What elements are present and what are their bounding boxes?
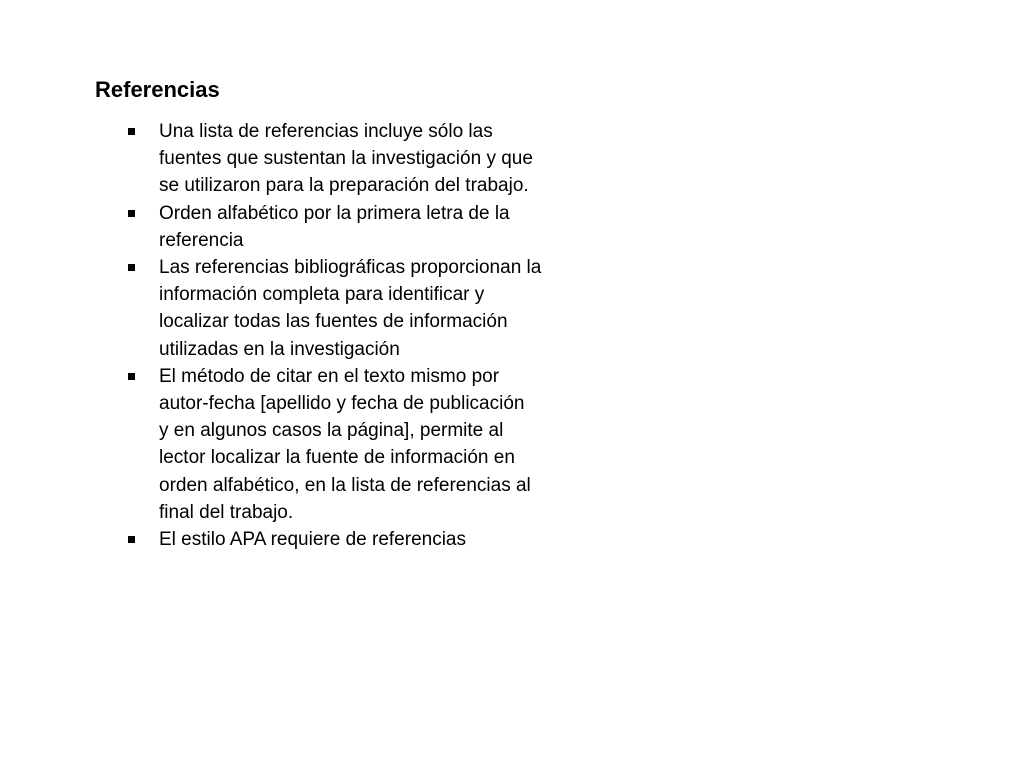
bullet-text-line: Orden alfabético por la primera letra de la	[159, 202, 510, 224]
square-bullet-icon	[128, 128, 135, 135]
bullet-item	[128, 200, 588, 254]
bullet-text-line: orden alfabético, en la lista de referencias al	[159, 474, 531, 496]
bullet-text-line: autor-fecha [apellido y fecha de publicación	[159, 393, 525, 415]
bullet-text-line: utilizadas en la investigación	[159, 338, 400, 360]
bullet-text-line: final del trabajo.	[159, 501, 294, 523]
bullet-text-line: El estilo APA requiere de referencias	[159, 529, 466, 551]
bullet-text-line: localizar todas las fuentes de información	[159, 311, 508, 333]
square-bullet-icon	[128, 210, 135, 217]
bullet-item	[128, 363, 588, 526]
square-bullet-icon	[128, 536, 135, 543]
bullet-list	[128, 118, 588, 553]
bullet-text-line: información completa para identificar y	[159, 284, 485, 306]
bullet-text-line: Una lista de referencias incluye sólo las	[159, 121, 493, 142]
bullet-text-line: se utilizaron para la preparación del trabajo.	[159, 175, 529, 197]
bullet-item	[128, 526, 588, 553]
bullet-item	[128, 118, 588, 200]
square-bullet-icon	[128, 373, 135, 380]
bullet-text-line: El método de citar en el texto mismo por	[159, 365, 500, 387]
bullet-text-line: lector localizar la fuente de información en	[159, 447, 515, 469]
bullet-text-line: y en algunos casos la página], permite al	[159, 420, 504, 442]
bullet-item	[128, 254, 588, 363]
square-bullet-icon	[128, 264, 135, 271]
slide-title: Referencias	[95, 77, 220, 102]
bullet-text-line: fuentes que sustentan la investigación y que	[159, 148, 533, 170]
bullet-text-line: Las referencias bibliográficas proporcionan la	[159, 257, 542, 279]
bullet-text-line: referencia	[159, 229, 244, 251]
